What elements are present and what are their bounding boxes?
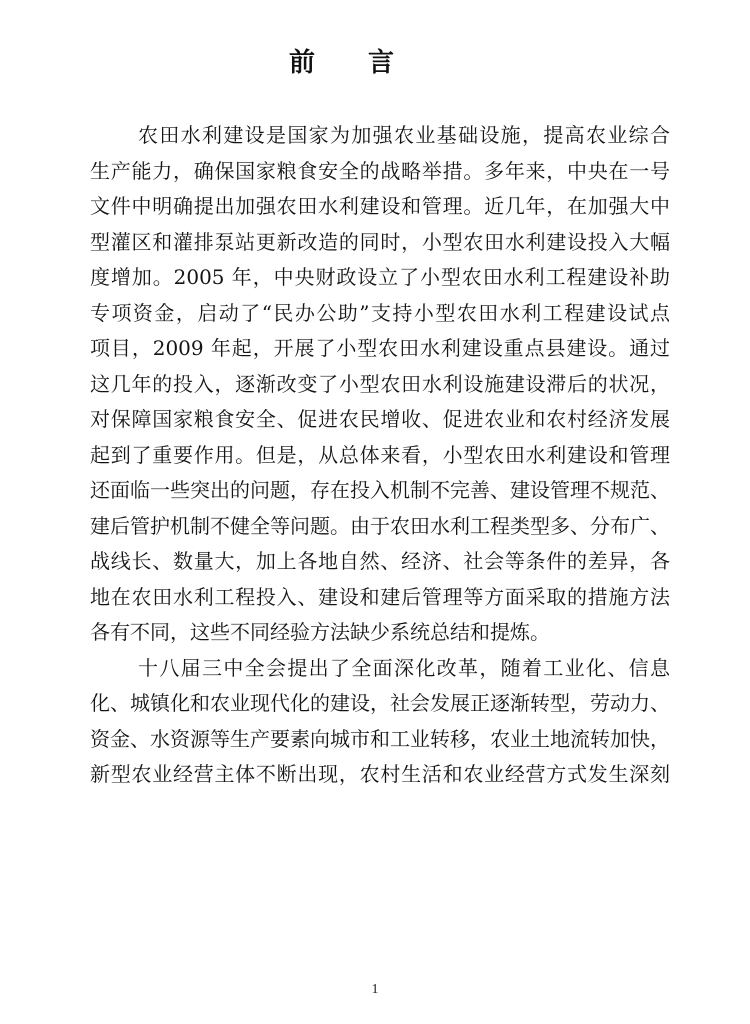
page-number: 1 (371, 982, 379, 997)
text-line: 这几年的投入，逐渐改变了小型农田水利设施建设滞后的状况， (90, 371, 670, 396)
document-body (90, 118, 670, 793)
text-line: 型灌区和灌排泵站更新改造的同时，小型农田水利建设投入大幅 (90, 229, 670, 254)
text-line: 农田水利建设是国家为加强农业基础设施，提高农业综合 (138, 123, 670, 147)
text-line: 专项资金，启动了“民办公助”支持小型农田水利工程建设试点 (90, 300, 670, 325)
paragraph-2 (90, 651, 670, 793)
text-line: 地在农田水利工程投入、建设和建后管理等方面采取的措施方法 (90, 584, 670, 609)
text-line: 项目，2009 年起，开展了小型农田水利建设重点县建设。通过 (90, 336, 670, 360)
text-line: 新型农业经营主体不断出现，农村生活和农业经营方式发生深刻 (90, 762, 670, 786)
text-line: 战线长、数量大，加上各地自然、经济、社会等条件的差异，各 (90, 549, 670, 573)
text-line: 还面临一些突出的问题，存在投入机制不完善、建设管理不规范、 (90, 478, 670, 502)
text-line: 起到了重要作用。但是，从总体来看，小型农田水利建设和管理 (90, 442, 670, 467)
text-line: 各有不同，这些不同经验方法缺少系统总结和提炼。 (90, 620, 550, 644)
text-line: 对保障国家粮食安全、促进农民增收、促进农业和农村经济发展 (90, 407, 670, 431)
text-line: 资金、水资源等生产要素向城市和工业转移，农业土地流转加快， (90, 726, 670, 751)
text-line: 度增加。2005 年，中央财政设立了小型农田水利工程建设补助 (90, 265, 670, 289)
text-line: 文件中明确提出加强农田水利建设和管理。近几年，在加强大中 (90, 194, 670, 218)
text-line: 化、城镇化和农业现代化的建设，社会发展正逐渐转型，劳动力、 (90, 691, 670, 715)
text-line: 十八届三中全会提出了全面深化改革，随着工业化、信息 (138, 655, 670, 680)
page-title: 前 言 (288, 48, 417, 78)
text-line: 建后管护机制不健全等问题。由于农田水利工程类型多、分布广、 (90, 513, 670, 538)
paragraph-1 (90, 118, 670, 651)
text-line: 生产能力，确保国家粮食安全的战略举措。多年来，中央在一号 (90, 158, 670, 183)
